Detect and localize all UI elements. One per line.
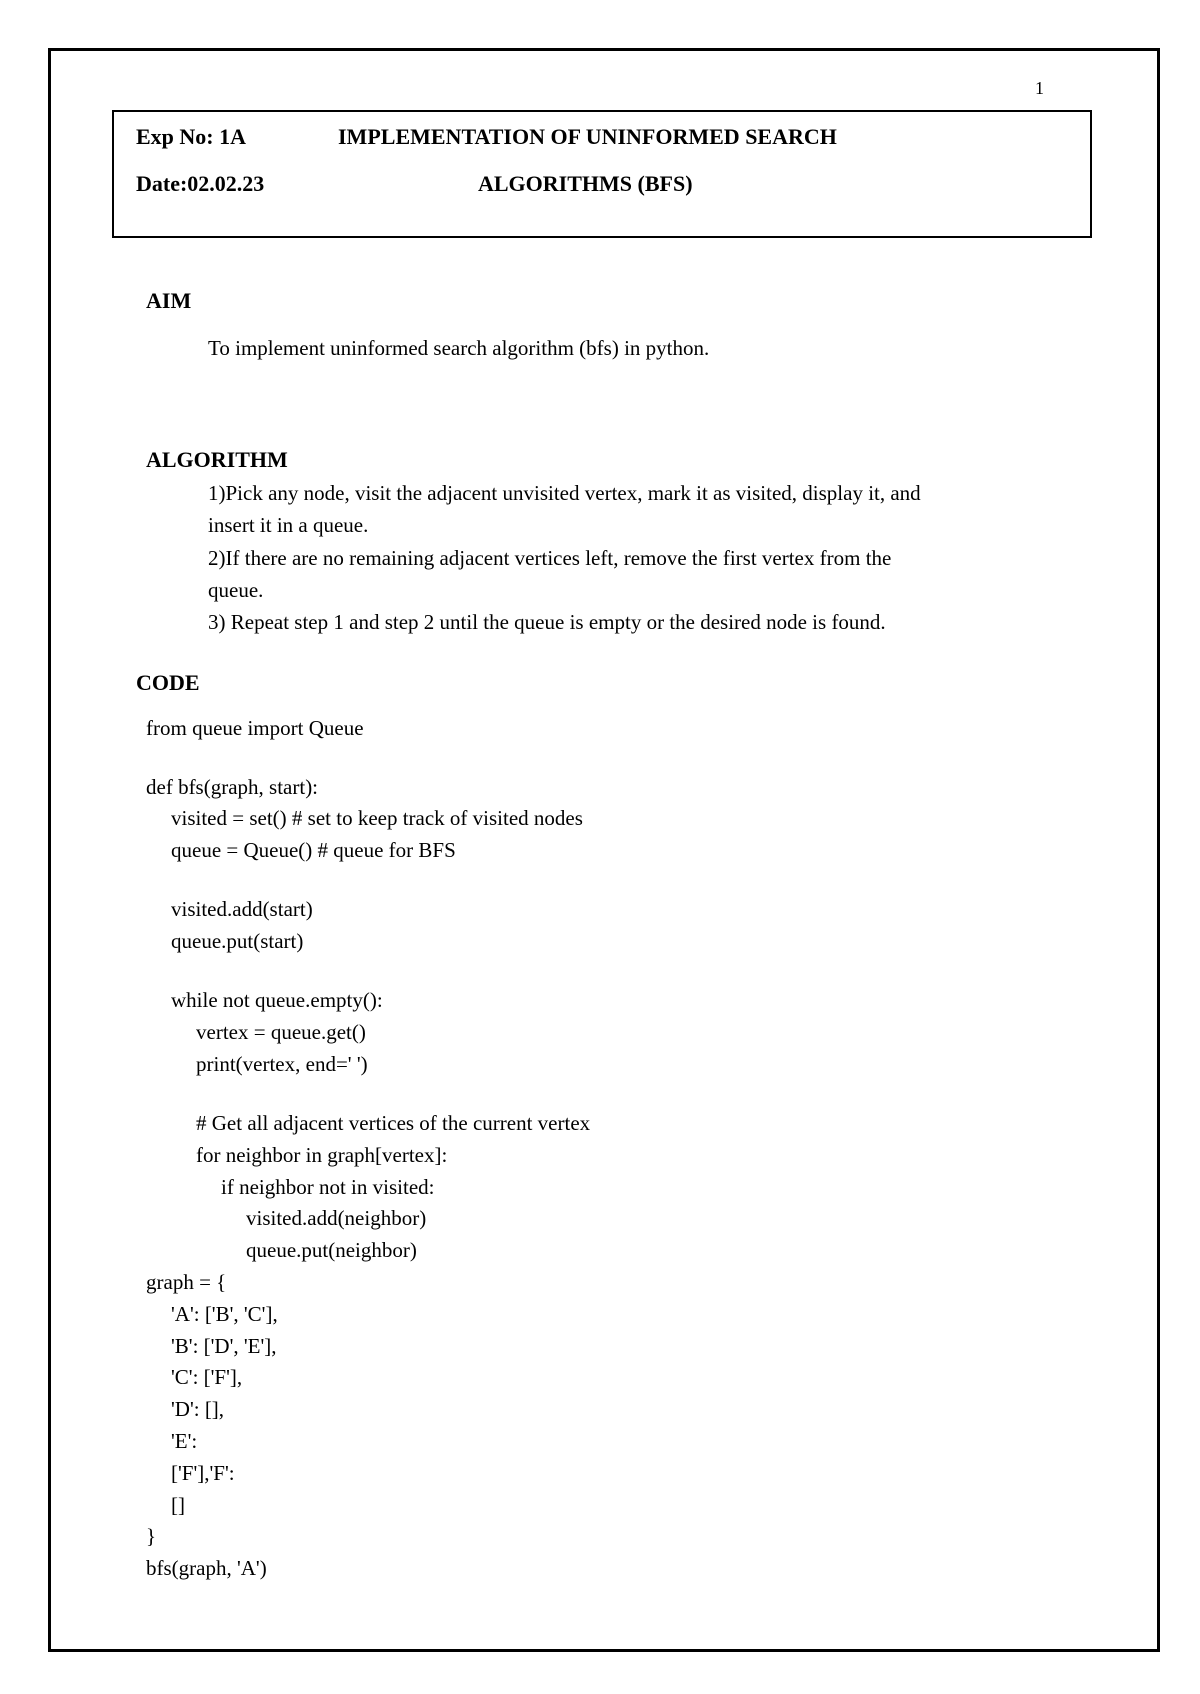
code-line: queue.put(start) xyxy=(171,929,304,953)
algorithm-line: 1)Pick any node, visit the adjacent unvisited vertex, mark it as visited, display it, and xyxy=(208,481,921,505)
code-line: print(vertex, end=' ') xyxy=(196,1052,368,1076)
code-line: vertex = queue.get() xyxy=(196,1020,366,1044)
aim-text: To implement uninformed search algorithm (bfs) in python. xyxy=(208,336,710,360)
code-line: # Get all adjacent vertices of the current vertex xyxy=(196,1111,591,1135)
code-line: for neighbor in graph[vertex]: xyxy=(196,1143,448,1167)
code-line: queue = Queue() # queue for BFS xyxy=(171,838,456,862)
code-heading: CODE xyxy=(136,670,200,695)
code-line: visited.add(neighbor) xyxy=(246,1206,427,1230)
code-line: 'B': ['D', 'E'], xyxy=(171,1334,277,1358)
code-line: from queue import Queue xyxy=(146,716,364,740)
algorithm-line: 3) Repeat step 1 and step 2 until the queue is empty or the desired node is found. xyxy=(208,610,886,634)
exp-no: Exp No: 1A xyxy=(136,124,247,149)
aim-heading: AIM xyxy=(146,288,192,313)
page-number: 1 xyxy=(1035,78,1044,98)
experiment-date: Date:02.02.23 xyxy=(136,171,265,196)
code-line: queue.put(neighbor) xyxy=(246,1238,417,1262)
code-line: def bfs(graph, start): xyxy=(146,775,319,799)
experiment-title-line1: IMPLEMENTATION OF UNINFORMED SEARCH xyxy=(338,124,837,149)
code-line: bfs(graph, 'A') xyxy=(146,1556,267,1580)
code-line: [] xyxy=(171,1493,185,1517)
code-line: graph = { xyxy=(146,1270,227,1294)
code-line: 'E': xyxy=(171,1429,198,1453)
algorithm-line: 2)If there are no remaining adjacent vertices left, remove the first vertex from the xyxy=(208,546,892,570)
code-line: while not queue.empty(): xyxy=(171,988,383,1012)
algorithm-line: insert it in a queue. xyxy=(208,513,369,537)
code-line: 'C': ['F'], xyxy=(171,1365,243,1389)
code-line: 'D': [], xyxy=(171,1397,225,1421)
code-line: visited = set() # set to keep track of visited nodes xyxy=(171,806,583,830)
code-line: ['F'],'F': xyxy=(171,1461,235,1485)
algorithm-heading: ALGORITHM xyxy=(146,447,288,472)
experiment-title-line2: ALGORITHMS (BFS) xyxy=(478,171,693,196)
code-line: if neighbor not in visited: xyxy=(221,1175,435,1199)
code-line: visited.add(start) xyxy=(171,897,313,921)
code-line: } xyxy=(146,1524,157,1548)
algorithm-line: queue. xyxy=(208,578,264,602)
code-line: 'A': ['B', 'C'], xyxy=(171,1302,278,1326)
